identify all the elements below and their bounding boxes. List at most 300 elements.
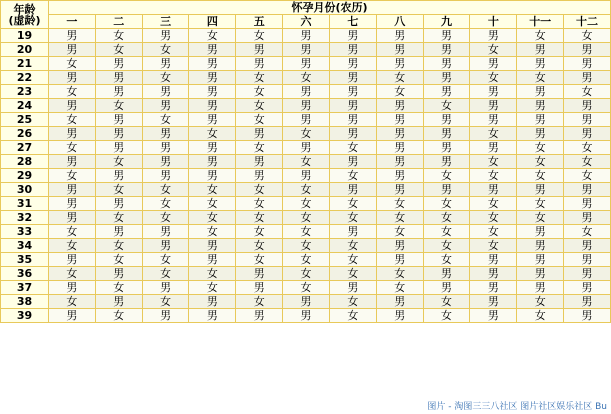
prediction-cell: 男 xyxy=(564,211,611,225)
prediction-cell: 男 xyxy=(470,281,517,295)
prediction-cell: 男 xyxy=(329,281,376,295)
prediction-cell: 男 xyxy=(95,267,142,281)
table-row xyxy=(1,99,611,113)
prediction-cell: 女 xyxy=(423,225,470,239)
prediction-cell: 男 xyxy=(423,85,470,99)
prediction-cell: 男 xyxy=(95,141,142,155)
prediction-cell: 男 xyxy=(376,99,423,113)
prediction-cell: 男 xyxy=(49,43,96,57)
prediction-cell: 男 xyxy=(236,267,283,281)
prediction-cell: 女 xyxy=(329,211,376,225)
prediction-cell: 男 xyxy=(376,239,423,253)
prediction-cell: 男 xyxy=(189,239,236,253)
prediction-cell: 女 xyxy=(283,127,330,141)
prediction-cell: 女 xyxy=(236,239,283,253)
prediction-cell: 女 xyxy=(470,211,517,225)
table-row xyxy=(1,211,611,225)
prediction-cell: 男 xyxy=(329,71,376,85)
prediction-cell: 男 xyxy=(49,183,96,197)
prediction-cell: 女 xyxy=(329,197,376,211)
prediction-cell: 男 xyxy=(564,127,611,141)
prediction-cell: 女 xyxy=(423,169,470,183)
row-header-corner xyxy=(1,1,49,29)
table-row xyxy=(1,197,611,211)
prediction-cell: 男 xyxy=(470,29,517,43)
prediction-cell: 女 xyxy=(189,197,236,211)
prediction-cell: 女 xyxy=(470,239,517,253)
prediction-cell: 男 xyxy=(329,57,376,71)
prediction-cell: 男 xyxy=(189,57,236,71)
prediction-cell: 男 xyxy=(564,253,611,267)
row-header-age: 38 xyxy=(1,295,49,309)
prediction-cell: 男 xyxy=(470,183,517,197)
prediction-cell: 女 xyxy=(236,99,283,113)
prediction-cell: 男 xyxy=(376,183,423,197)
table-row xyxy=(1,127,611,141)
prediction-cell: 女 xyxy=(564,225,611,239)
table-row xyxy=(1,29,611,43)
prediction-cell: 女 xyxy=(142,253,189,267)
row-header-age: 34 xyxy=(1,239,49,253)
prediction-cell: 女 xyxy=(329,267,376,281)
prediction-cell: 男 xyxy=(329,99,376,113)
prediction-cell: 女 xyxy=(189,29,236,43)
prediction-cell: 女 xyxy=(142,71,189,85)
column-header-month-10: 十 xyxy=(470,15,517,29)
prediction-cell: 女 xyxy=(142,211,189,225)
prediction-cell: 女 xyxy=(236,211,283,225)
prediction-cell: 男 xyxy=(142,239,189,253)
row-header-age: 35 xyxy=(1,253,49,267)
prediction-cell: 男 xyxy=(49,309,96,323)
prediction-cell: 男 xyxy=(423,183,470,197)
prediction-cell: 女 xyxy=(236,225,283,239)
prediction-cell: 男 xyxy=(564,197,611,211)
prediction-cell: 男 xyxy=(95,225,142,239)
row-header-age: 21 xyxy=(1,57,49,71)
prediction-cell: 男 xyxy=(517,99,564,113)
prediction-cell: 男 xyxy=(376,295,423,309)
table-row xyxy=(1,169,611,183)
prediction-cell: 女 xyxy=(49,85,96,99)
prediction-cell: 女 xyxy=(142,43,189,57)
row-header-age: 22 xyxy=(1,71,49,85)
prediction-cell: 女 xyxy=(517,29,564,43)
prediction-cell: 女 xyxy=(142,295,189,309)
prediction-cell: 女 xyxy=(236,29,283,43)
row-header-age: 20 xyxy=(1,43,49,57)
prediction-cell: 男 xyxy=(189,155,236,169)
prediction-cell: 男 xyxy=(329,113,376,127)
prediction-cell: 男 xyxy=(470,141,517,155)
prediction-cell: 女 xyxy=(564,85,611,99)
prediction-cell: 男 xyxy=(564,183,611,197)
prediction-cell: 男 xyxy=(283,99,330,113)
prediction-cell: 男 xyxy=(376,253,423,267)
prediction-cell: 男 xyxy=(517,253,564,267)
prediction-cell: 女 xyxy=(49,57,96,71)
prediction-cell: 女 xyxy=(470,127,517,141)
page-title: 怀孕月份(农历) xyxy=(49,1,611,15)
prediction-cell: 女 xyxy=(283,225,330,239)
prediction-cell: 男 xyxy=(564,43,611,57)
prediction-cell: 男 xyxy=(189,99,236,113)
prediction-cell: 男 xyxy=(564,57,611,71)
prediction-cell: 女 xyxy=(95,43,142,57)
prediction-cell: 男 xyxy=(189,71,236,85)
prediction-cell: 男 xyxy=(564,267,611,281)
watermark xyxy=(427,399,607,412)
prediction-cell: 女 xyxy=(423,239,470,253)
prediction-cell: 女 xyxy=(283,281,330,295)
prediction-cell: 女 xyxy=(329,141,376,155)
prediction-cell: 女 xyxy=(283,197,330,211)
prediction-cell: 男 xyxy=(95,169,142,183)
row-header-age: 37 xyxy=(1,281,49,295)
prediction-cell: 女 xyxy=(236,71,283,85)
table-row xyxy=(1,295,611,309)
prediction-cell: 男 xyxy=(517,225,564,239)
column-header-month-11: 十一 xyxy=(517,15,564,29)
prediction-cell: 女 xyxy=(236,113,283,127)
prediction-cell: 男 xyxy=(189,309,236,323)
prediction-cell: 男 xyxy=(376,127,423,141)
prediction-cell: 男 xyxy=(189,169,236,183)
table-row xyxy=(1,225,611,239)
prediction-cell: 女 xyxy=(236,141,283,155)
row-header-age: 28 xyxy=(1,155,49,169)
column-header-month-8: 八 xyxy=(376,15,423,29)
prediction-cell: 男 xyxy=(236,57,283,71)
prediction-cell: 女 xyxy=(517,211,564,225)
prediction-cell: 女 xyxy=(329,309,376,323)
corner-label-line1: 年龄 xyxy=(13,2,36,16)
prediction-cell: 男 xyxy=(95,113,142,127)
prediction-cell: 女 xyxy=(376,197,423,211)
prediction-cell: 男 xyxy=(283,169,330,183)
prediction-cell: 男 xyxy=(329,43,376,57)
prediction-cell: 男 xyxy=(95,197,142,211)
prediction-cell: 男 xyxy=(49,99,96,113)
prediction-cell: 男 xyxy=(517,239,564,253)
prediction-cell: 男 xyxy=(564,99,611,113)
prediction-cell: 女 xyxy=(236,197,283,211)
prediction-cell: 男 xyxy=(376,29,423,43)
prediction-cell: 男 xyxy=(236,281,283,295)
prediction-cell: 女 xyxy=(517,141,564,155)
table-row xyxy=(1,141,611,155)
prediction-cell: 男 xyxy=(423,155,470,169)
prediction-cell: 男 xyxy=(95,71,142,85)
column-header-month-7: 七 xyxy=(329,15,376,29)
prediction-cell: 女 xyxy=(329,253,376,267)
prediction-cell: 女 xyxy=(95,29,142,43)
prediction-cell: 男 xyxy=(189,253,236,267)
prediction-cell: 男 xyxy=(283,295,330,309)
prediction-cell: 女 xyxy=(517,155,564,169)
prediction-cell: 男 xyxy=(329,225,376,239)
prediction-cell: 男 xyxy=(376,309,423,323)
prediction-cell: 男 xyxy=(470,295,517,309)
prediction-cell: 女 xyxy=(49,295,96,309)
prediction-cell: 男 xyxy=(236,155,283,169)
row-header-age: 29 xyxy=(1,169,49,183)
prediction-cell: 女 xyxy=(283,253,330,267)
prediction-cell: 男 xyxy=(283,43,330,57)
prediction-cell: 男 xyxy=(517,85,564,99)
table-row xyxy=(1,57,611,71)
prediction-cell: 男 xyxy=(376,113,423,127)
prediction-cell: 女 xyxy=(236,253,283,267)
table-row xyxy=(1,253,611,267)
column-header-month-12: 十二 xyxy=(564,15,611,29)
prediction-cell: 男 xyxy=(517,127,564,141)
prediction-cell: 男 xyxy=(142,85,189,99)
prediction-cell: 女 xyxy=(236,183,283,197)
prediction-cell: 男 xyxy=(142,141,189,155)
prediction-cell: 男 xyxy=(283,85,330,99)
prediction-cell: 女 xyxy=(49,169,96,183)
prediction-cell: 男 xyxy=(470,267,517,281)
prediction-cell: 男 xyxy=(517,281,564,295)
prediction-cell: 女 xyxy=(49,239,96,253)
row-header-age: 25 xyxy=(1,113,49,127)
prediction-cell: 女 xyxy=(189,211,236,225)
prediction-cell: 男 xyxy=(329,85,376,99)
table-body xyxy=(1,29,611,323)
row-header-age: 26 xyxy=(1,127,49,141)
table-row xyxy=(1,281,611,295)
row-header-age: 36 xyxy=(1,267,49,281)
prediction-cell: 女 xyxy=(283,71,330,85)
prediction-cell: 男 xyxy=(236,43,283,57)
prediction-cell: 男 xyxy=(49,155,96,169)
row-header-age: 31 xyxy=(1,197,49,211)
prediction-cell: 男 xyxy=(142,29,189,43)
prediction-cell: 男 xyxy=(49,281,96,295)
prediction-cell: 男 xyxy=(283,113,330,127)
prediction-cell: 男 xyxy=(283,29,330,43)
prediction-cell: 女 xyxy=(423,99,470,113)
prediction-cell: 男 xyxy=(189,295,236,309)
prediction-cell: 男 xyxy=(423,113,470,127)
prediction-cell: 男 xyxy=(189,113,236,127)
prediction-cell: 男 xyxy=(376,141,423,155)
column-header-month-5: 五 xyxy=(236,15,283,29)
prediction-cell: 女 xyxy=(95,183,142,197)
prediction-cell: 男 xyxy=(49,211,96,225)
prediction-cell: 男 xyxy=(376,155,423,169)
column-header-month-3: 三 xyxy=(142,15,189,29)
prediction-cell: 男 xyxy=(142,281,189,295)
prediction-cell: 男 xyxy=(376,57,423,71)
prediction-cell: 男 xyxy=(329,29,376,43)
prediction-cell: 男 xyxy=(49,197,96,211)
prediction-cell: 男 xyxy=(283,57,330,71)
prediction-cell: 女 xyxy=(283,155,330,169)
row-header-age: 39 xyxy=(1,309,49,323)
prediction-cell: 男 xyxy=(189,141,236,155)
prediction-cell: 男 xyxy=(95,85,142,99)
prediction-cell: 女 xyxy=(564,141,611,155)
prediction-cell: 男 xyxy=(142,57,189,71)
prediction-cell: 男 xyxy=(564,71,611,85)
watermark-text: 图片 - 淘图三三八社区 图片社区娱乐社区 Bu xyxy=(427,402,607,412)
prediction-cell: 女 xyxy=(95,155,142,169)
prediction-cell: 女 xyxy=(470,71,517,85)
prediction-cell: 女 xyxy=(236,295,283,309)
prediction-cell: 男 xyxy=(329,155,376,169)
prediction-cell: 女 xyxy=(142,197,189,211)
prediction-cell: 女 xyxy=(189,127,236,141)
prediction-cell: 男 xyxy=(142,99,189,113)
prediction-cell: 男 xyxy=(95,295,142,309)
prediction-cell: 男 xyxy=(423,57,470,71)
prediction-cell: 女 xyxy=(470,197,517,211)
prediction-cell: 女 xyxy=(49,225,96,239)
prediction-cell: 男 xyxy=(564,281,611,295)
prediction-cell: 女 xyxy=(423,309,470,323)
prediction-cell: 男 xyxy=(329,183,376,197)
table-row xyxy=(1,85,611,99)
prediction-cell: 男 xyxy=(470,309,517,323)
prediction-cell: 男 xyxy=(189,85,236,99)
prediction-cell: 男 xyxy=(517,183,564,197)
prediction-cell: 女 xyxy=(470,169,517,183)
prediction-cell: 男 xyxy=(517,57,564,71)
prediction-cell: 男 xyxy=(49,127,96,141)
prediction-cell: 男 xyxy=(470,57,517,71)
prediction-cell: 女 xyxy=(376,267,423,281)
prediction-cell: 男 xyxy=(423,267,470,281)
prediction-cell: 男 xyxy=(49,29,96,43)
prediction-cell: 女 xyxy=(517,71,564,85)
prediction-cell: 男 xyxy=(189,43,236,57)
corner-label-line2: (虚龄) xyxy=(8,13,41,27)
prediction-cell: 女 xyxy=(95,281,142,295)
prediction-cell: 男 xyxy=(329,127,376,141)
table-row xyxy=(1,267,611,281)
prediction-cell: 男 xyxy=(376,169,423,183)
prediction-cell: 女 xyxy=(283,183,330,197)
prediction-cell: 男 xyxy=(470,99,517,113)
prediction-cell: 男 xyxy=(142,169,189,183)
prediction-cell: 女 xyxy=(189,183,236,197)
prediction-cell: 男 xyxy=(49,253,96,267)
prediction-cell: 男 xyxy=(423,43,470,57)
table-row xyxy=(1,239,611,253)
prediction-cell: 男 xyxy=(517,113,564,127)
table-row xyxy=(1,113,611,127)
prediction-cell: 女 xyxy=(517,295,564,309)
row-header-age: 32 xyxy=(1,211,49,225)
prediction-cell: 女 xyxy=(283,239,330,253)
table-row xyxy=(1,309,611,323)
table-head xyxy=(1,1,611,29)
prediction-cell: 男 xyxy=(142,225,189,239)
prediction-cell: 女 xyxy=(95,309,142,323)
column-header-month-4: 四 xyxy=(189,15,236,29)
prediction-cell: 男 xyxy=(95,57,142,71)
prediction-cell: 男 xyxy=(470,85,517,99)
prediction-cell: 女 xyxy=(376,211,423,225)
prediction-cell: 男 xyxy=(564,239,611,253)
prediction-cell: 女 xyxy=(329,169,376,183)
prediction-cell: 女 xyxy=(376,281,423,295)
prediction-cell: 女 xyxy=(189,267,236,281)
prediction-cell: 女 xyxy=(49,267,96,281)
table-row xyxy=(1,155,611,169)
prediction-cell: 男 xyxy=(142,309,189,323)
prediction-cell: 男 xyxy=(423,71,470,85)
prediction-cell: 女 xyxy=(517,197,564,211)
prediction-cell: 女 xyxy=(329,295,376,309)
column-header-month-2: 二 xyxy=(95,15,142,29)
prediction-cell: 男 xyxy=(423,127,470,141)
prediction-cell: 女 xyxy=(564,29,611,43)
prediction-cell: 女 xyxy=(376,85,423,99)
prediction-cell: 男 xyxy=(423,29,470,43)
prediction-cell: 男 xyxy=(49,71,96,85)
prediction-cell: 女 xyxy=(142,113,189,127)
row-header-age: 27 xyxy=(1,141,49,155)
prediction-cell: 女 xyxy=(423,253,470,267)
prediction-cell: 女 xyxy=(95,239,142,253)
title-row xyxy=(1,1,611,15)
column-header-month-9: 九 xyxy=(423,15,470,29)
prediction-cell: 女 xyxy=(329,239,376,253)
row-header-age: 33 xyxy=(1,225,49,239)
prediction-cell: 男 xyxy=(236,127,283,141)
prediction-cell: 女 xyxy=(423,197,470,211)
prediction-cell: 男 xyxy=(283,141,330,155)
prediction-cell: 男 xyxy=(470,253,517,267)
row-header-age: 30 xyxy=(1,183,49,197)
prediction-cell: 男 xyxy=(376,43,423,57)
prediction-cell: 男 xyxy=(283,309,330,323)
prediction-cell: 女 xyxy=(95,211,142,225)
prediction-cell: 女 xyxy=(376,225,423,239)
prediction-cell: 女 xyxy=(142,183,189,197)
prediction-cell: 男 xyxy=(142,155,189,169)
prediction-cell: 女 xyxy=(49,113,96,127)
prediction-cell: 女 xyxy=(49,141,96,155)
prediction-cell: 女 xyxy=(564,169,611,183)
table-row xyxy=(1,43,611,57)
prediction-cell: 女 xyxy=(564,155,611,169)
prediction-cell: 男 xyxy=(564,309,611,323)
prediction-cell: 男 xyxy=(470,113,517,127)
prediction-cell: 男 xyxy=(423,281,470,295)
prediction-cell: 女 xyxy=(376,71,423,85)
prediction-cell: 女 xyxy=(95,99,142,113)
prediction-cell: 男 xyxy=(564,113,611,127)
prediction-cell: 女 xyxy=(189,281,236,295)
prediction-cell: 女 xyxy=(470,225,517,239)
prediction-cell: 男 xyxy=(142,127,189,141)
prediction-cell: 女 xyxy=(470,155,517,169)
prediction-cell: 女 xyxy=(95,253,142,267)
month-header-row xyxy=(1,15,611,29)
prediction-cell: 男 xyxy=(517,43,564,57)
prediction-cell: 女 xyxy=(423,295,470,309)
prediction-cell: 男 xyxy=(564,295,611,309)
prediction-cell: 男 xyxy=(95,127,142,141)
prediction-cell: 女 xyxy=(517,169,564,183)
row-header-age: 23 xyxy=(1,85,49,99)
prediction-cell: 女 xyxy=(470,43,517,57)
table-row xyxy=(1,183,611,197)
